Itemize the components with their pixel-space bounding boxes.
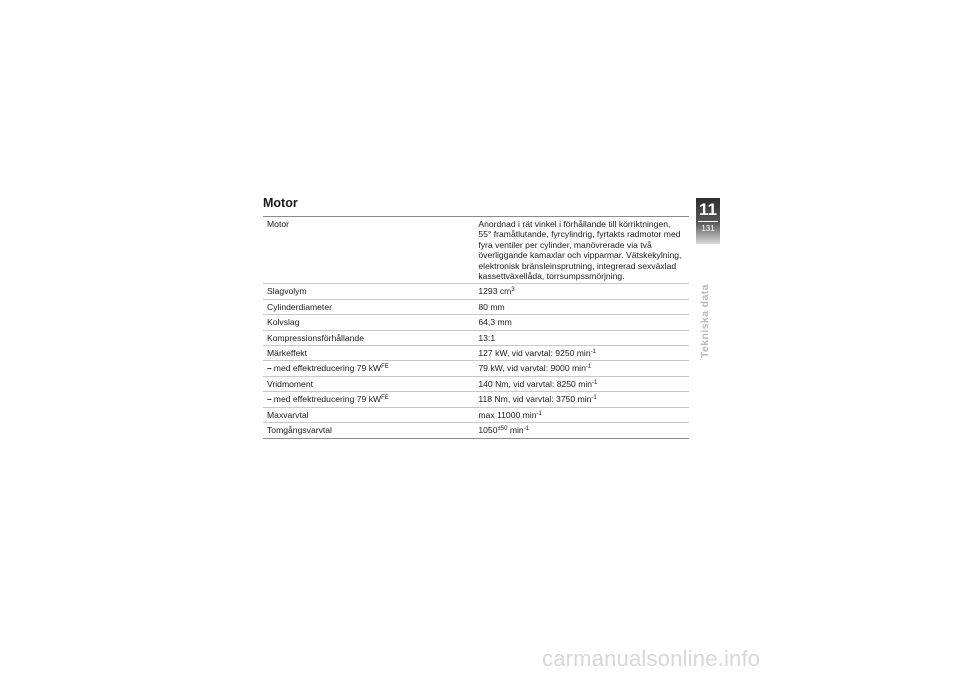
spec-value-text: max 11000 min xyxy=(478,409,537,420)
spec-value xyxy=(474,376,689,391)
spec-value xyxy=(474,423,689,438)
spec-value-sup: 3 xyxy=(511,287,515,294)
spec-value-text: 1050 xyxy=(478,425,498,436)
spec-value-sup: ±50 xyxy=(497,426,508,433)
table-row xyxy=(263,330,689,345)
spec-value-text: 127 kW, vid varvtal: 9250 min xyxy=(478,348,591,359)
spec-value-text: 79 kW, vid varvtal: 9000 min xyxy=(478,363,586,374)
table-row xyxy=(263,407,689,422)
spec-value xyxy=(474,407,689,422)
spec-value-text: 118 Nm, vid varvtal: 3750 min xyxy=(478,394,592,405)
spec-label: Cylinderdiameter xyxy=(263,299,474,314)
spec-value: 64,3 mm xyxy=(474,315,689,330)
spec-value-suffix: min xyxy=(507,425,524,436)
spec-value-sup: -1 xyxy=(590,349,596,356)
spec-label: Kolvslag xyxy=(263,315,474,330)
chapter-tab xyxy=(696,198,720,244)
table-row xyxy=(263,299,689,314)
spec-label-sup: FE xyxy=(381,395,389,402)
table-row xyxy=(263,423,689,438)
dash-bullet: – xyxy=(267,394,272,405)
spec-value-sup: -1 xyxy=(585,364,592,371)
spec-value-sup: -1 xyxy=(536,410,542,417)
spec-value-text: 140 Nm, vid varvtal: 8250 min xyxy=(478,378,593,389)
spec-label: Slagvolym xyxy=(263,284,474,299)
spec-value-sup: -1 xyxy=(591,395,597,402)
page-number: 131 xyxy=(701,224,715,233)
chapter-divider xyxy=(698,221,718,222)
spec-value xyxy=(474,284,689,299)
watermark: carmanualsonline.info xyxy=(542,646,761,671)
spec-label: Märkeffekt xyxy=(263,346,474,361)
spec-label: Vridmoment xyxy=(263,376,474,391)
table-row xyxy=(263,346,689,361)
spec-value-suffix-sup: -1 xyxy=(523,426,530,433)
spec-label-text: med effektreducering 79 kW xyxy=(273,363,382,374)
table-row xyxy=(263,376,689,391)
table-row xyxy=(263,284,689,299)
spec-label xyxy=(263,392,474,407)
dash-bullet: – xyxy=(267,363,272,374)
page-content xyxy=(263,196,689,439)
spec-table xyxy=(263,216,689,439)
section-title: Motor xyxy=(263,196,298,210)
table-row xyxy=(263,217,689,284)
table-row xyxy=(263,361,689,376)
spec-label: Kompressionsförhållande xyxy=(263,330,474,345)
spec-label-sup: FE xyxy=(381,364,389,371)
spec-value: Anordnad i rät vinkel i förhållande till körriktningen, 55° framåtlutande, fyrcylindrig, fyrtakts radmotor med fyra ventiler per cylinder, manövrerade via två överliggande kamaxlar och vipparmar. Vätskekylning, elektronisk bränsleinsprutning, integrerad sexväxlad kassettväxellåda, torrsumpssmörjning. xyxy=(474,217,689,284)
table-row xyxy=(263,392,689,407)
spec-value-sup: -1 xyxy=(592,379,598,386)
spec-value-text: 1293 cm xyxy=(478,286,512,297)
table-row xyxy=(263,315,689,330)
chapter-number: 11 xyxy=(699,200,717,219)
spec-value xyxy=(474,361,689,376)
spec-label xyxy=(263,361,474,376)
spec-value xyxy=(474,346,689,361)
spec-label: Maxvarvtal xyxy=(263,407,474,422)
spec-label: Tomgångsvarvtal xyxy=(267,425,332,436)
spec-label: Motor xyxy=(263,217,474,284)
spec-value: 80 mm xyxy=(474,299,689,314)
chapter-side-title: Tekniska data xyxy=(699,284,711,358)
spec-value xyxy=(474,392,689,407)
spec-label-text: med effektreducering 79 kW xyxy=(273,394,382,405)
spec-value: 13:1 xyxy=(474,330,689,345)
